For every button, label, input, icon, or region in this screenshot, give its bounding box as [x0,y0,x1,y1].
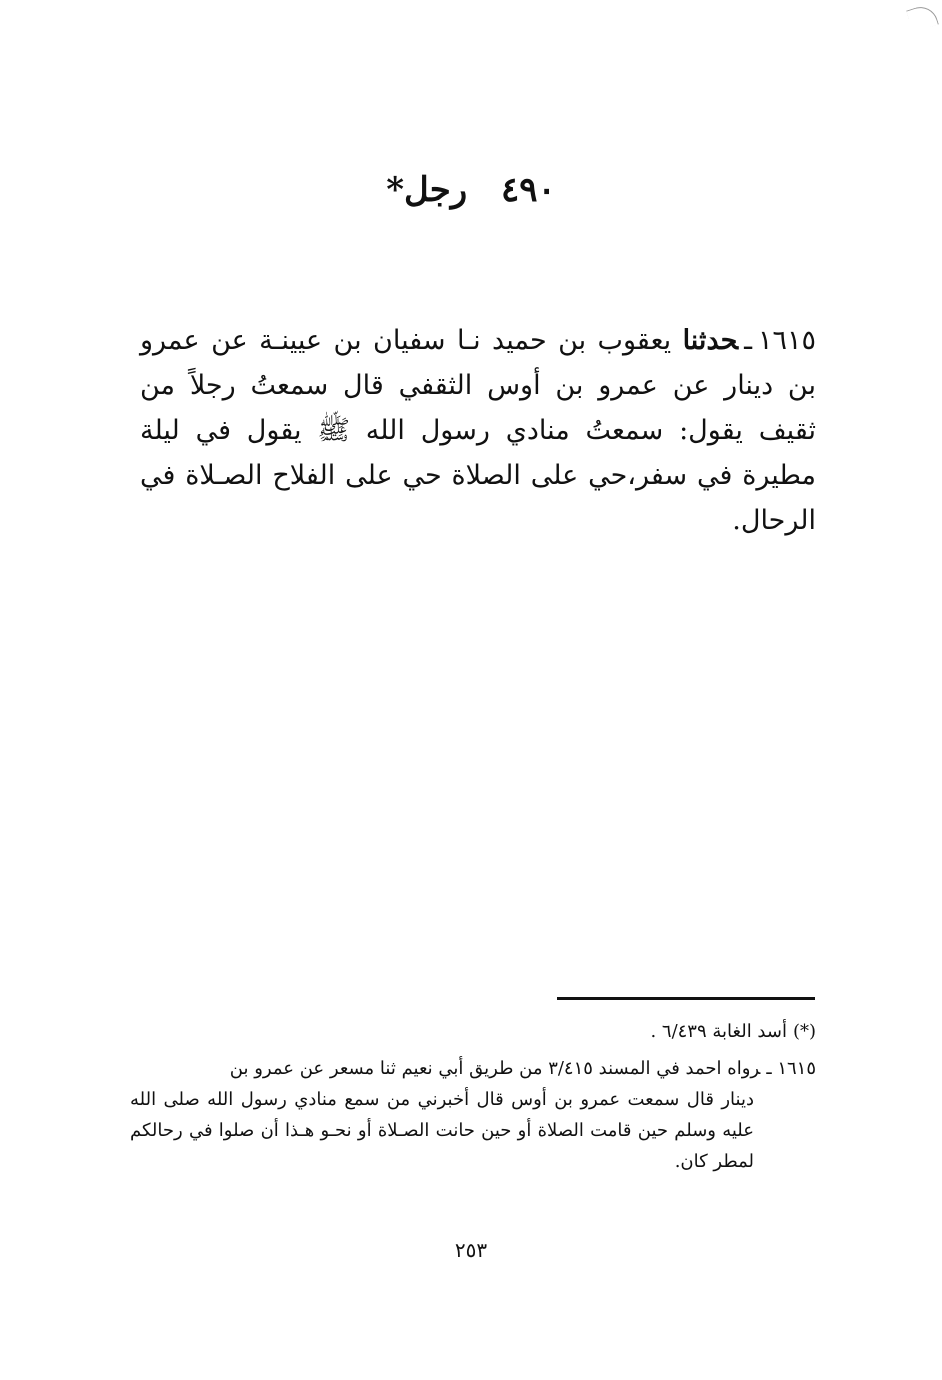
footnotes [130,1016,816,1177]
hadith-paragraph [140,318,816,543]
footnote-2 [130,1053,816,1084]
footnote-2-marker: ١٦١٥ ـ [766,1058,816,1079]
page-corner-mark [906,2,939,32]
hadith-lead-word: حدثنا [682,325,739,356]
hadith-text: يعقوب بن حميد نـا سفيان بن عيينـة عن عمرو بن دينار عن عمرو بن أوس الثقفي قال سمعتُ رجلاً من ثقيف يقول: سمعتُ منادي رسول الله ﷺ يقول في ليلة مطيرة في سفر،حي على الصلاة حي على الفلاح الصـلاة في الرحال. [140,325,816,536]
footnote-divider [557,997,815,1000]
chapter-title: رجل* [386,170,468,210]
footnote-1-marker: (*) [792,1021,816,1042]
hadith-separator: ـ [744,325,752,356]
chapter-number: ٤٩٠ [501,170,556,210]
page-number: ٢٥٣ [454,1238,488,1262]
hadith-number: ١٦١٥ [757,325,816,356]
footnote-1 [130,1016,816,1047]
chapter-heading [0,168,942,212]
footnote-1-text: أسد الغابة ٦/٤٣٩ . [650,1021,787,1042]
hadith-body [140,318,816,543]
footnote-2-rest: دينار قال سمعت عمرو بن أوس قال أخبرني من سمع منادي رسول الله صلى الله عليه وسلم حين قامت الصلاة أو حين حانت الصـلاة أو نحـو هـذا أن صلوا في رحالكم لمطر كان. [130,1089,754,1172]
footnote-2-first-line: رواه احمد في المسند ٣/٤١٥ من طريق أبي نعيم ثنا مسعر عن عمرو بن [229,1058,761,1079]
footnote-2-continuation [130,1084,816,1177]
